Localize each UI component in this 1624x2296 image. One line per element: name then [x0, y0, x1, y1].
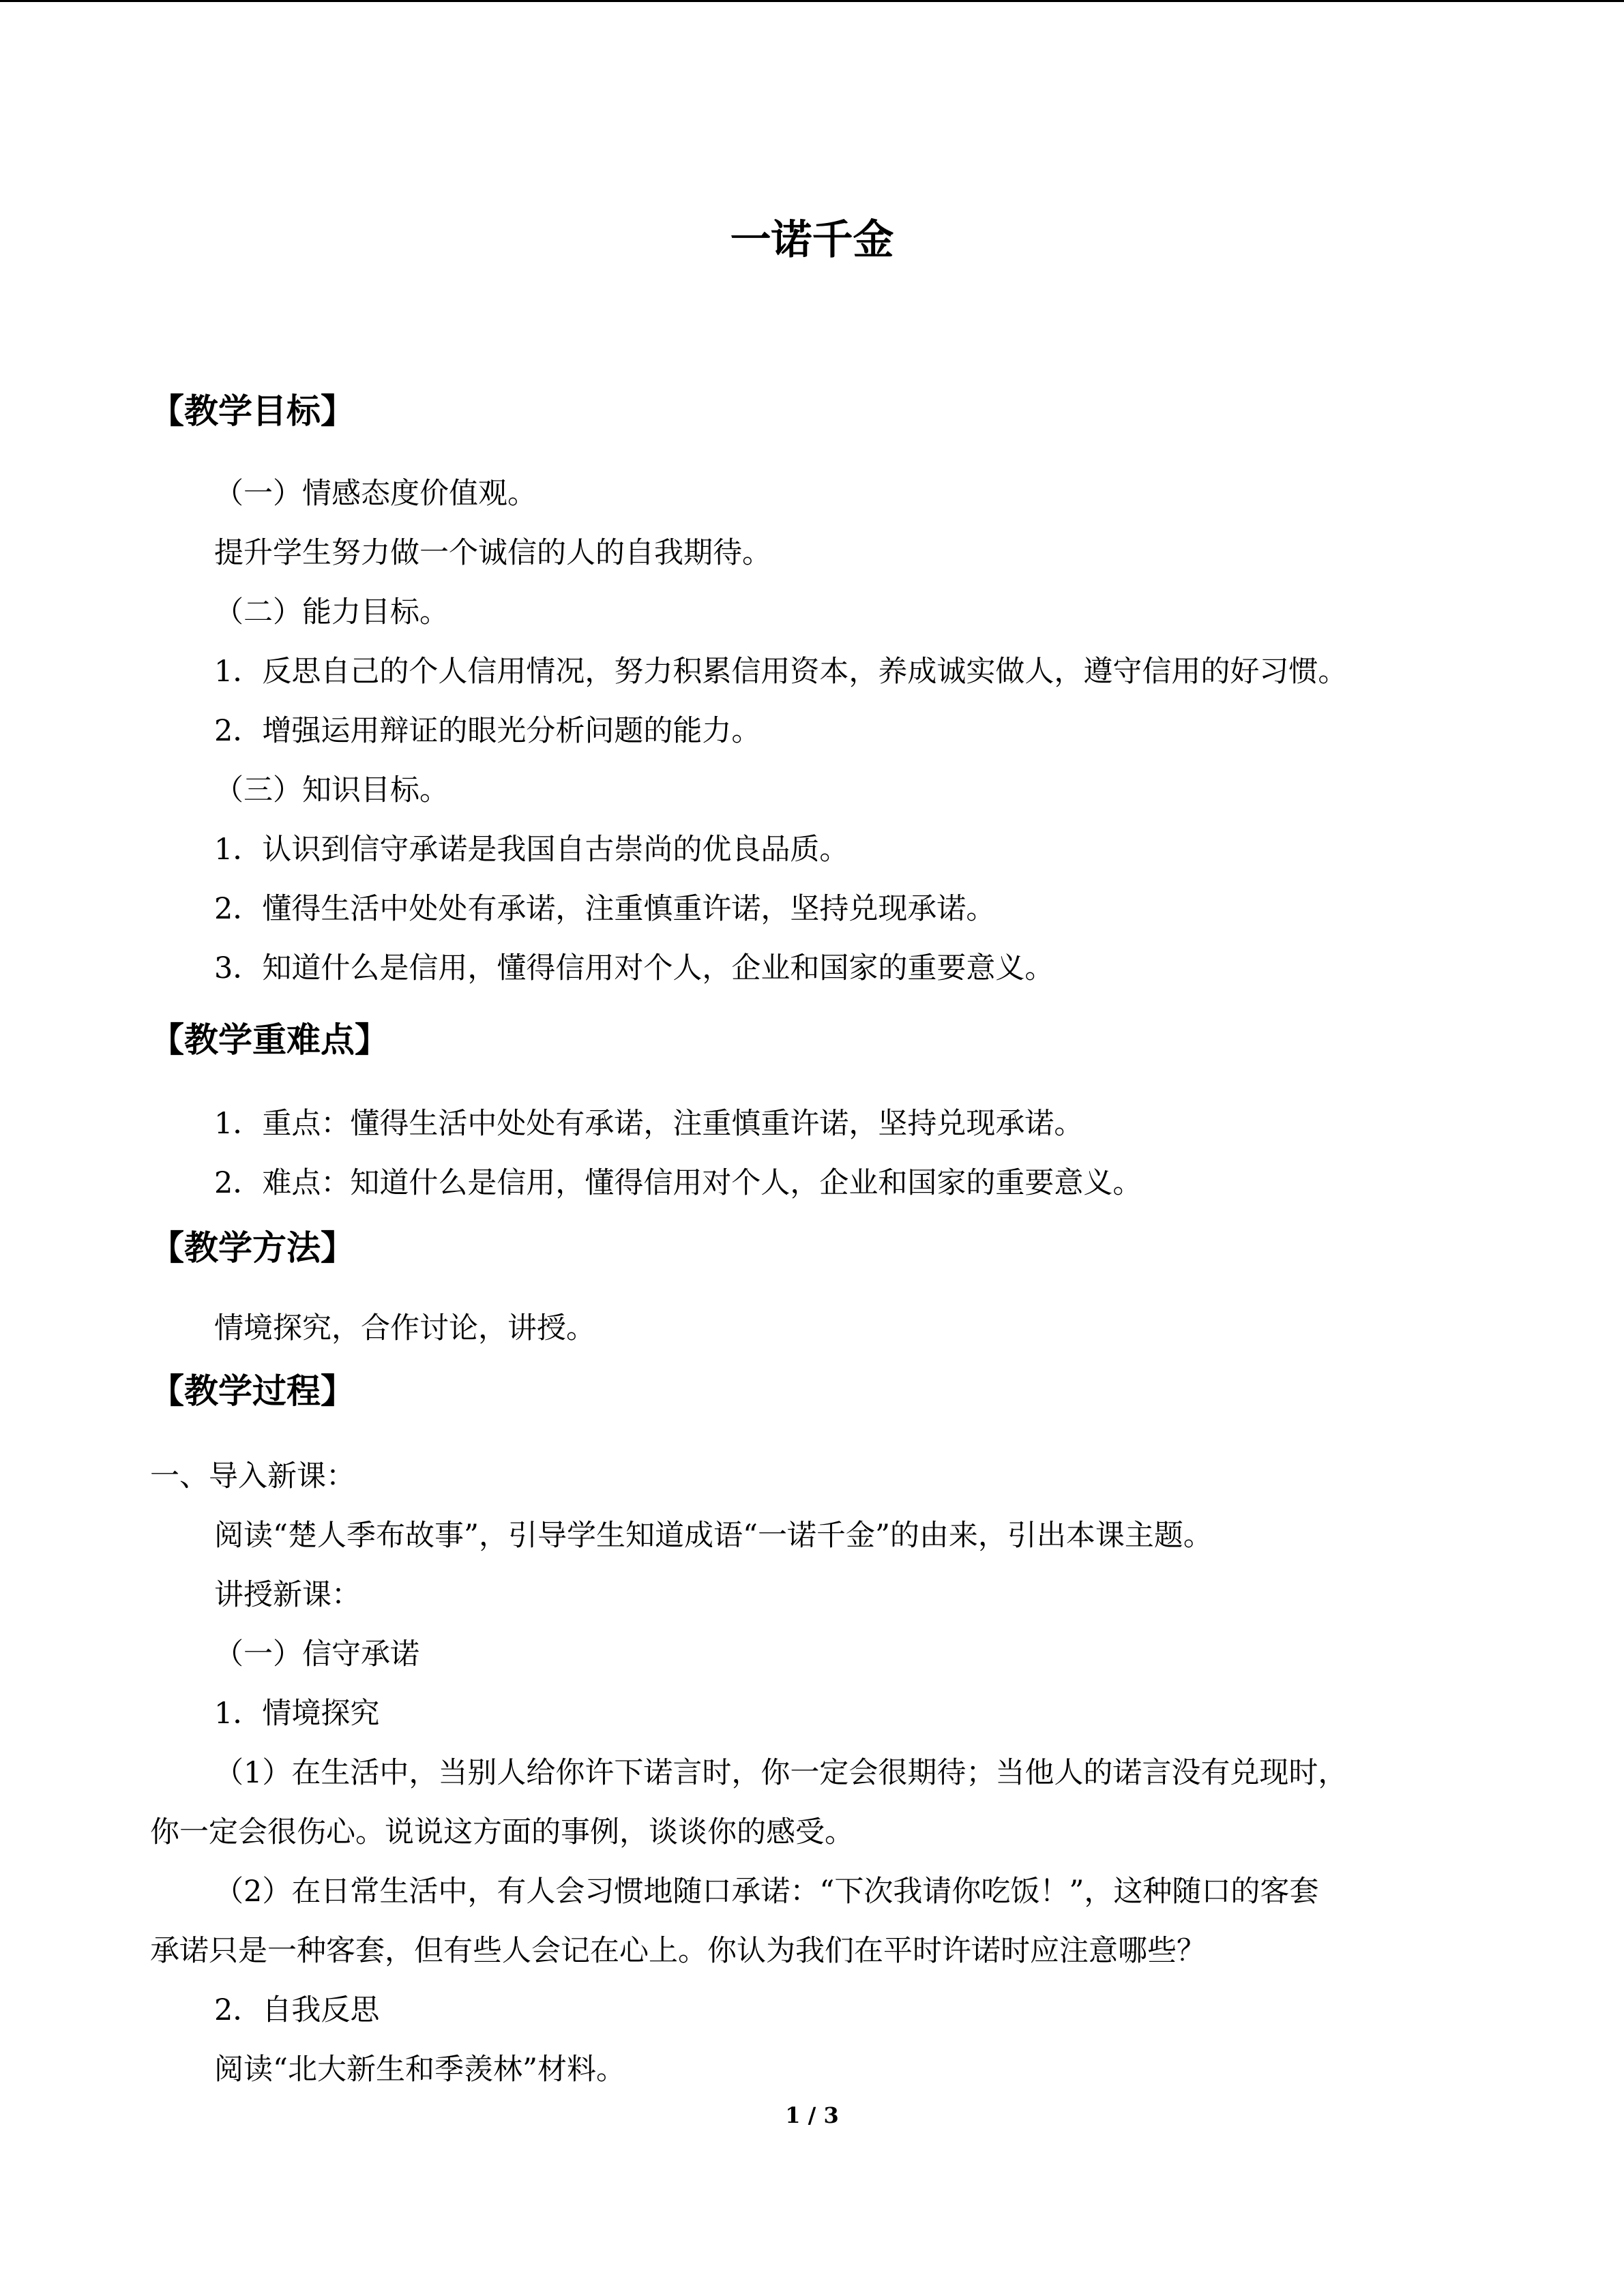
- top-border-line: [0, 0, 1624, 2]
- objectives-line: 提升学生努力做一个诚信的人的自我期待。: [214, 536, 771, 570]
- objectives-line: （三）知识目标。: [214, 773, 449, 807]
- process-line: （1）在生活中，当别人给你许下诺言时，你一定会很期待；当他人的诺言没有兑现时，: [214, 1756, 1348, 1790]
- section-heading-methods: 【教学方法】: [150, 1227, 355, 1268]
- section-heading-key-points: 【教学重难点】: [150, 1019, 389, 1060]
- process-line: （2）在日常生活中，有人会习惯地随口承诺：“下次我请你吃饭！”，这种随口的客套: [214, 1875, 1319, 1909]
- process-line: 讲授新课：: [214, 1578, 361, 1612]
- objectives-line: 3．知道什么是信用，懂得信用对个人，企业和国家的重要意义。: [214, 951, 1054, 985]
- section-heading-process: 【教学过程】: [150, 1371, 355, 1411]
- process-line: 一、导入新课：: [150, 1459, 355, 1493]
- key-points-line: 1．重点：懂得生活中处处有承诺，注重慎重许诺，坚持兑现承诺。: [214, 1107, 1084, 1141]
- page-title: 一诺千金: [730, 216, 894, 264]
- objectives-line: 1．反思自己的个人信用情况，努力积累信用资本，养成诚实做人，遵守信用的好习惯。: [214, 655, 1348, 689]
- process-line: 2．自我反思: [214, 1993, 380, 2027]
- process-line: 1．情境探究: [214, 1697, 380, 1731]
- section-heading-objectives: 【教学目标】: [150, 391, 355, 431]
- process-line: 阅读“北大新生和季羡林”材料。: [214, 2053, 625, 2087]
- objectives-line: 2．懂得生活中处处有承诺，注重慎重许诺，坚持兑现承诺。: [214, 892, 996, 926]
- process-line: （一）信守承诺: [214, 1637, 419, 1671]
- process-line: 你一定会很伤心。说说这方面的事例，谈谈你的感受。: [150, 1815, 854, 1849]
- key-points-line: 2．难点：知道什么是信用，懂得信用对个人，企业和国家的重要意义。: [214, 1166, 1142, 1200]
- objectives-line: 1．认识到信守承诺是我国自古崇尚的优良品质。: [214, 833, 849, 867]
- process-line: 承诺只是一种客套，但有些人会记在心上。你认为我们在平时许诺时应注意哪些？: [150, 1934, 1206, 1968]
- objectives-line: （一）情感态度价值观。: [214, 477, 537, 511]
- objectives-line: （二）能力目标。: [214, 595, 449, 629]
- objectives-line: 2．增强运用辩证的眼光分析问题的能力。: [214, 714, 761, 748]
- process-line: 阅读“楚人季布故事”，引导学生知道成语“一诺千金”的由来，引出本课主题。: [214, 1519, 1213, 1553]
- page-number: 1 / 3: [785, 2102, 839, 2128]
- methods-line: 情境探究，合作讨论，讲授。: [214, 1311, 595, 1345]
